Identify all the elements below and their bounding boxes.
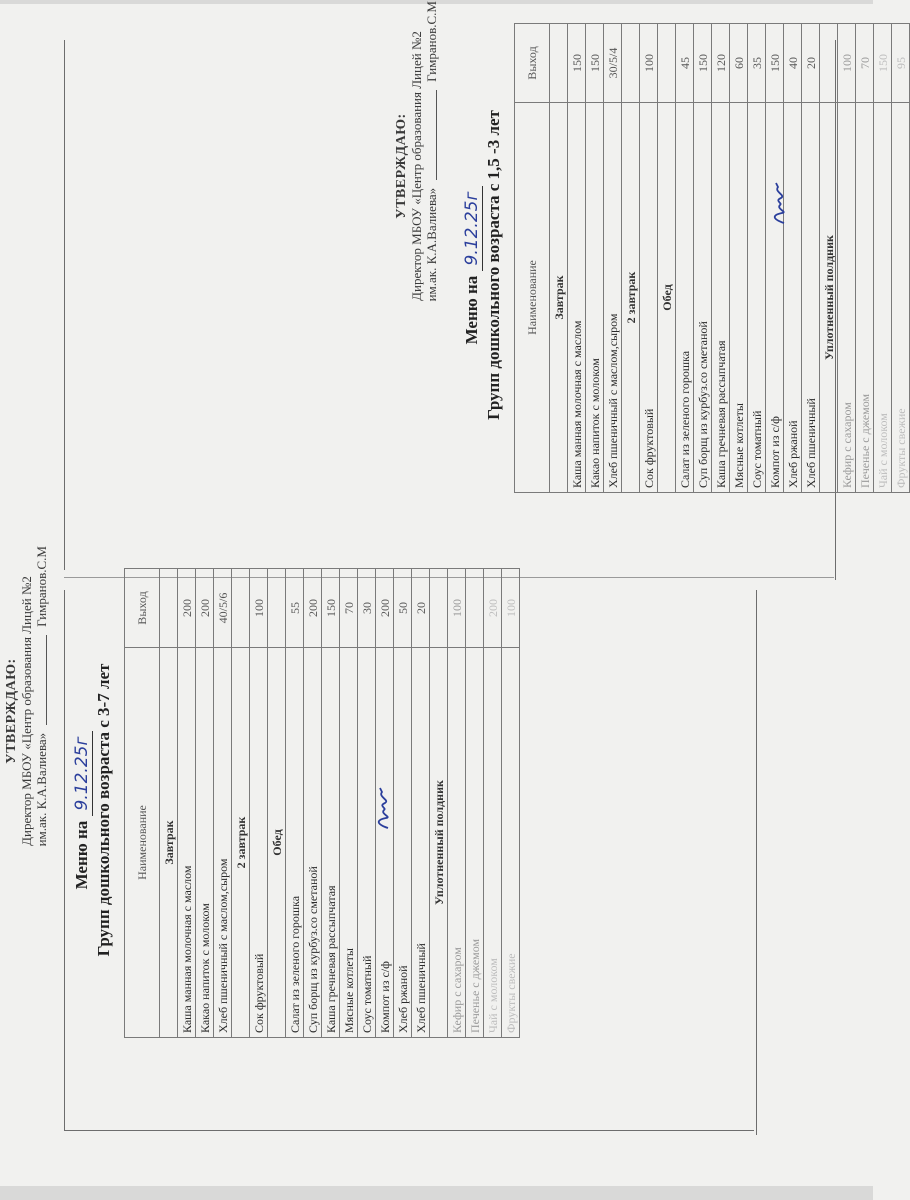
menu-item-name: Кефир с сахаром [838, 103, 856, 493]
menu-section-row [622, 24, 640, 493]
menu-item-name: Каша гречневая рассыпчатая [322, 648, 340, 1038]
menu-section-label: Завтрак [160, 648, 178, 1038]
menu-item-name: Мясные котлеты [340, 648, 358, 1038]
menu-item-name: Суп борщ из курбуз.со сметаной [694, 103, 712, 493]
approval-signer: Гимранов.С.М [424, 1, 439, 82]
approval-line1: Директор МБОУ «Центр образования Лицей №2 [409, 31, 424, 301]
scan-edge-right [756, 590, 757, 1135]
menu-section-label: 2 завтрак [622, 103, 640, 493]
menu-item-name: Салат из зеленого горошка [286, 648, 304, 1038]
menu-section-row [820, 24, 838, 493]
approval-line2: им.ак. К.А.Валиева» [34, 732, 49, 847]
menu-item-row [838, 24, 856, 493]
menu-title [72, 540, 92, 1080]
menu-item-qty: 20 [802, 24, 820, 103]
menu-item-qty [658, 24, 676, 103]
approval-sign-row [34, 546, 49, 876]
menu-item-qty: 200 [196, 569, 214, 648]
menu-table [514, 23, 910, 493]
menu-section-row [430, 569, 448, 1038]
menu-item-qty [820, 24, 838, 103]
menu-item-qty: 150 [694, 24, 712, 103]
menu-item-row [568, 24, 586, 493]
menu-item-name: Какао напиток с молоком [586, 103, 604, 493]
menu-section-label: Уплотненный полдник [820, 103, 838, 493]
menu-section-label: Завтрак [550, 103, 568, 493]
menu-item-qty: 100 [448, 569, 466, 648]
menu-item-row [604, 24, 622, 493]
menu-item-qty: 70 [856, 24, 874, 103]
handwritten-signature [372, 786, 394, 830]
menu-item-qty: 40 [784, 24, 802, 103]
menu-item-qty [268, 569, 286, 648]
menu-item-qty: 200 [376, 569, 394, 648]
menu-item-qty: 55 [286, 569, 304, 648]
menu-section-row [232, 569, 250, 1038]
menu-item-row [856, 24, 874, 493]
menu-item-name: Печенье с джемом [466, 648, 484, 1038]
menu-item-qty: 45 [676, 24, 694, 103]
handwritten-signature [768, 181, 790, 225]
scan-fold-line [64, 1130, 754, 1131]
menu-table-header [125, 569, 160, 1038]
menu-item-qty: 150 [766, 24, 784, 103]
menu-item-row [586, 24, 604, 493]
menu-item-qty [160, 569, 178, 648]
menu-subtitle: Групп дошкольного возраста с 3-7 лет [94, 663, 113, 957]
menu-item-name: Хлеб ржаной [394, 648, 412, 1038]
menu-item-name: Хлеб ржаной [784, 103, 802, 493]
menu-item-name: Хлеб пшеничный [412, 648, 430, 1038]
scan-noise-bottom [0, 1186, 873, 1200]
menu-item-name: Чай с молоком [874, 103, 892, 493]
menu-item-qty: 20 [412, 569, 430, 648]
menu-item-row [748, 24, 766, 493]
menu-item-qty: 50 [394, 569, 412, 648]
approval-line2: им.ак. К.А.Валиева» [424, 187, 439, 302]
menu-item-name: Соус томатный [358, 648, 376, 1038]
menu-item-qty: 70 [340, 569, 358, 648]
menu-item-name: Сок фруктовый [250, 648, 268, 1038]
menu-table-header [515, 24, 550, 493]
menu-item-qty: 200 [304, 569, 322, 648]
column-header-qty: Выход [125, 569, 160, 648]
menu-item-qty: 100 [250, 569, 268, 648]
menu-section-row [268, 569, 286, 1038]
approval-title: УТВЕРЖДАЮ: [394, 113, 409, 219]
menu-title [462, 0, 482, 535]
menu-item-qty: 100 [838, 24, 856, 103]
menu-item-row [340, 569, 358, 1038]
menu-item-name: Компот из с/ф [766, 103, 784, 493]
menu-title-prefix: Меню на [462, 275, 481, 345]
menu-item-name: Каша манная молочная с маслом [568, 103, 586, 493]
menu-item-name: Хлеб пшеничный с маслом,сыром [604, 103, 622, 493]
menu-item-row [502, 569, 520, 1038]
menu-item-name: Компот из с/ф [376, 648, 394, 1038]
menu-item-row [322, 569, 340, 1038]
menu-item-row [802, 24, 820, 493]
menu-item-name: Каша манная молочная с маслом [178, 648, 196, 1038]
approval-block [394, 1, 439, 331]
menu-item-row [640, 24, 658, 493]
menu-item-qty: 100 [502, 569, 520, 648]
approval-signer: Гимранов.С.М [34, 546, 49, 627]
menu-item-qty [430, 569, 448, 648]
menu-section-label: Обед [268, 648, 286, 1038]
menu-item-qty: 150 [568, 24, 586, 103]
menu-title-prefix: Меню на [72, 820, 91, 890]
menu-item-row [874, 24, 892, 493]
menu-date: 9.12.25г [72, 731, 93, 817]
menu-item-name: Каша гречневая рассыпчатая [712, 103, 730, 493]
menu-item-row [676, 24, 694, 493]
menu-item-qty [232, 569, 250, 648]
menu-date: 9.12.25г [462, 186, 483, 272]
menu-section-row [658, 24, 676, 493]
menu-item-row [694, 24, 712, 493]
menu-item-qty: 200 [178, 569, 196, 648]
menu-item-name: Чай с молоком [484, 648, 502, 1038]
approval-block [4, 546, 49, 876]
menu-item-qty: 95 [892, 24, 910, 103]
scan-edge-top [64, 40, 65, 570]
menu-item-name: Кефир с сахаром [448, 648, 466, 1038]
menu-item-row [730, 24, 748, 493]
menu-item-row [394, 569, 412, 1038]
menu-item-qty: 200 [484, 569, 502, 648]
menu-item-row [484, 569, 502, 1038]
menu-item-row [466, 569, 484, 1038]
menu-item-name: Хлеб пшеничный с маслом,сыром [214, 648, 232, 1038]
menu-item-qty: 150 [586, 24, 604, 103]
menu-item-qty [466, 569, 484, 648]
menu-item-row [892, 24, 910, 493]
menu-item-qty: 150 [874, 24, 892, 103]
menu-item-qty: 60 [730, 24, 748, 103]
menu-item-row [448, 569, 466, 1038]
menu-section-row [550, 24, 568, 493]
menu-item-name: Салат из зеленого горошка [676, 103, 694, 493]
menu-item-row [412, 569, 430, 1038]
menu-item-qty [622, 24, 640, 103]
approval-title: УТВЕРЖДАЮ: [4, 658, 19, 764]
menu-item-row [286, 569, 304, 1038]
menu-item-qty: 150 [322, 569, 340, 648]
column-header-name: Наименование [125, 648, 160, 1038]
menu-subtitle: Групп дошкольного возраста с 1,5 -3 лет [484, 110, 503, 420]
menu-item-name: Фрукты свежие [892, 103, 910, 493]
menu-item-name: Хлеб пшеничный [802, 103, 820, 493]
menu-item-name: Фрукты свежие [502, 648, 520, 1038]
menu-item-row [712, 24, 730, 493]
signature-line [424, 90, 437, 180]
menu-item-name: Мясные котлеты [730, 103, 748, 493]
menu-section-row [160, 569, 178, 1038]
menu-item-name: Сок фруктовый [640, 103, 658, 493]
column-header-name: Наименование [515, 103, 550, 493]
menu-sheet-1-5-3 [390, 0, 908, 535]
menu-section-label: 2 завтрак [232, 648, 250, 1038]
menu-item-qty: 120 [712, 24, 730, 103]
approval-sign-row [424, 1, 439, 331]
signature-line [34, 635, 47, 725]
menu-item-row [214, 569, 232, 1038]
menu-item-qty: 30 [358, 569, 376, 648]
menu-item-name: Соус томатный [748, 103, 766, 493]
menu-item-row [196, 569, 214, 1038]
menu-item-name: Какао напиток с молоком [196, 648, 214, 1038]
menu-item-row [304, 569, 322, 1038]
menu-section-label: Обед [658, 103, 676, 493]
menu-item-row [250, 569, 268, 1038]
menu-item-qty: 30/5/4 [604, 24, 622, 103]
menu-sheet-3-7 [0, 540, 518, 1080]
menu-table [124, 568, 520, 1038]
menu-item-row [178, 569, 196, 1038]
menu-item-row [766, 24, 784, 493]
approval-line1: Директор МБОУ «Центр образования Лицей №2 [19, 576, 34, 846]
menu-item-qty: 35 [748, 24, 766, 103]
column-header-qty: Выход [515, 24, 550, 103]
menu-item-qty: 100 [640, 24, 658, 103]
menu-item-row [784, 24, 802, 493]
menu-item-name: Суп борщ из курбуз.со сметаной [304, 648, 322, 1038]
menu-item-qty: 40/5/6 [214, 569, 232, 648]
menu-item-name: Печенье с джемом [856, 103, 874, 493]
menu-item-qty [550, 24, 568, 103]
menu-section-label: Уплотненный полдник [430, 648, 448, 1038]
